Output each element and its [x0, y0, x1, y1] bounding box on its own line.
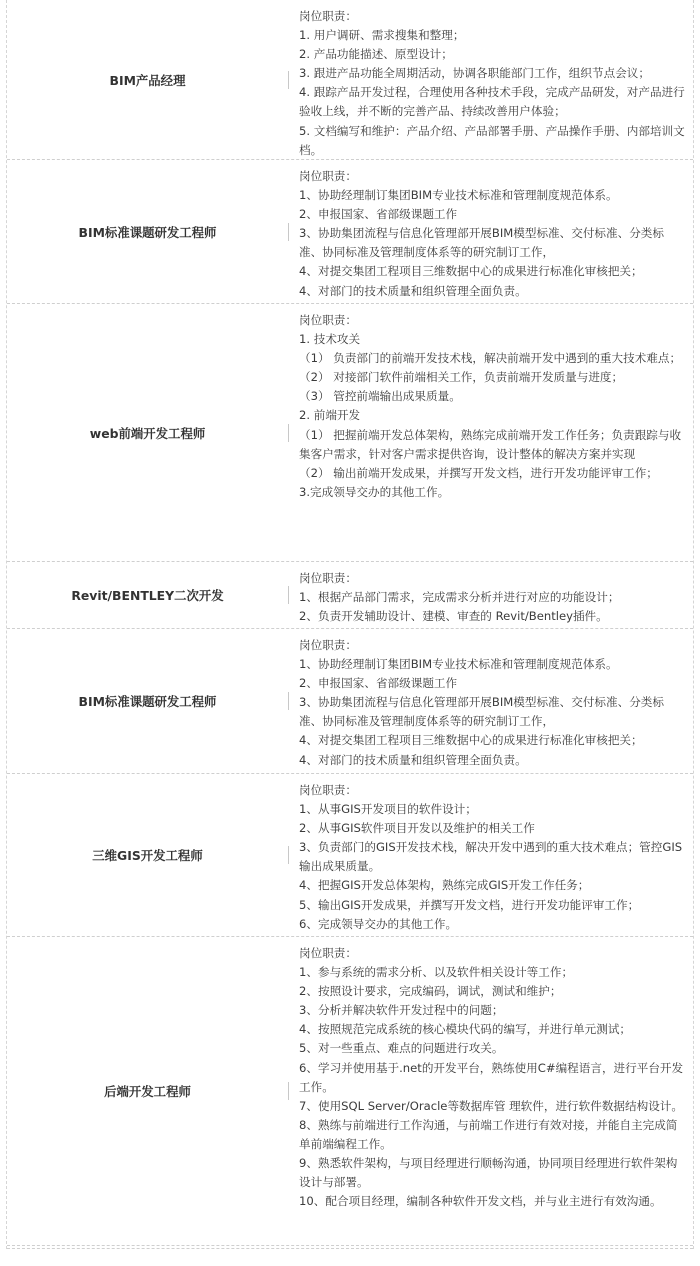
desc-line: 岗位职责： [299, 9, 357, 23]
desc-line: 3、协助集团流程与信息化管理部开展BIM模型标准、交付标准、分类标准、协同标准及管理制度体系等的研究制订工作， [299, 695, 664, 729]
job-title: Revit/BENTLEY二次开发 [71, 588, 224, 603]
desc-line: 3、负责部门的GIS开发技术栈，解决开发中遇到的重大技术难点；管控GIS输出成果质量。 [299, 840, 683, 874]
job-row-bim-product-manager [7, 0, 693, 160]
desc-line: 2、申报国家、省部级课题工作 [299, 207, 458, 222]
job-row-revit-bentley-dev [7, 562, 693, 629]
desc-line: （2） 输出前端开发成果，并撰写开发文档，进行开发功能评审工作； [299, 465, 658, 480]
desc-line: 4、对部门的技术质量和组织管理全面负责。 [299, 283, 527, 298]
desc-line: 2、按照设计要求，完成编码，调试，测试和维护； [299, 984, 562, 999]
desc-line: 岗位职责： [299, 571, 357, 585]
desc-line: 6、完成领导交办的其他工作。 [299, 916, 458, 931]
desc-line: 1、协助经理制订集团BIM专业技术标准和管理制度规范体系。 [299, 188, 618, 203]
desc-line: 6、学习并使用基于.net的开发平台，熟练使用C#编程语言，进行平台开发工作。 [299, 1060, 684, 1094]
job-description [290, 774, 693, 936]
desc-line: 3.完成领导交办的其他工作。 [299, 484, 450, 499]
job-description [290, 304, 693, 561]
job-table [6, 0, 694, 1249]
desc-line: 2、申报国家、省部级课题工作 [299, 676, 458, 691]
desc-line: （1） 负责部门的前端开发技术栈，解决前端开发中遇到的重大技术难点； [299, 351, 682, 366]
job-row-3d-gis-engineer [7, 774, 693, 937]
desc-line: 8、熟练与前端进行工作沟通，与前端工作进行有效对接，并能自主完成简单前端编程工作。 [299, 1117, 678, 1151]
desc-line: 4. 跟踪产品开发过程，合理使用各种技术手段，完成产品研发，对产品进行验收上线，并不断的完善产品、持续改善用户体验； [299, 85, 685, 119]
desc-line: 2. 产品功能描述、原型设计； [299, 47, 453, 62]
job-title: 三维GIS开发工程师 [92, 848, 203, 863]
job-description [290, 0, 693, 159]
desc-line: 5、对一些重点、难点的问题进行攻关。 [299, 1041, 504, 1056]
desc-line: 2、从事GIS软件项目开发以及维护的相关工作 [299, 821, 535, 836]
job-row-bim-standard-engineer-2 [7, 629, 693, 774]
job-title: BIM标准课题研发工程师 [78, 224, 217, 240]
desc-line: 岗位职责： [299, 313, 357, 327]
desc-line: 10、配合项目经理，编制各种软件开发文档，并与业主进行有效沟通。 [299, 1194, 662, 1209]
desc-line: 5、输出GIS开发成果，并撰写开发文档，进行开发功能评审工作； [299, 897, 640, 912]
desc-line: 2、负责开发辅助设计、建模、审查的 Revit/Bentley插件。 [299, 609, 608, 624]
job-title: BIM产品经理 [109, 72, 186, 88]
bottom-divider [7, 1246, 693, 1249]
desc-line: 4、把握GIS开发总体架构，熟练完成GIS开发工作任务； [299, 878, 590, 893]
job-description [290, 562, 693, 628]
desc-line: （3） 管控前端输出成果质量。 [299, 389, 461, 404]
job-row-bim-standard-engineer [7, 160, 693, 304]
desc-line: 4、按照规范完成系统的核心模块代码的编写，并进行单元测试； [299, 1022, 632, 1037]
desc-line: 4、对提交集团工程项目三维数据中心的成果进行标准化审核把关； [299, 733, 643, 748]
desc-line: （1） 把握前端开发总体架构，熟练完成前端开发工作任务；负责跟踪与收集客户需求，针对客户需求提供咨询，设计整体的解决方案并实现 [299, 427, 682, 461]
desc-line: 4、对部门的技术质量和组织管理全面负责。 [299, 752, 527, 767]
desc-line: 9、熟悉软件架构，与项目经理进行顺畅沟通，协同项目经理进行软件架构设计与部署。 [299, 1156, 678, 1190]
desc-line: 1. 用户调研、需求搜集和整理； [299, 28, 465, 43]
desc-line: 2. 前端开发 [299, 408, 361, 423]
job-title: web前端开发工程师 [89, 425, 206, 441]
desc-line: 1、从事GIS开发项目的软件设计； [299, 802, 477, 817]
job-description [290, 629, 693, 773]
desc-line: 7、使用SQL Server/Oracle等数据库管 理软件，进行软件数据结构设计。 [299, 1098, 683, 1113]
desc-line: 4、对提交集团工程项目三维数据中心的成果进行标准化审核把关； [299, 264, 643, 279]
desc-line: 岗位职责： [299, 169, 357, 183]
desc-line: 5. 文档编写和维护：产品介绍、产品部署手册、产品操作手册、内部培训文档。 [299, 123, 685, 157]
job-description [290, 160, 693, 303]
job-row-web-frontend-engineer [7, 304, 693, 562]
desc-line: 3、协助集团流程与信息化管理部开展BIM模型标准、交付标准、分类标准、协同标准及管理制度体系等的研究制订工作， [299, 226, 664, 260]
job-description [290, 937, 693, 1245]
desc-line: （2） 对接部门软件前端相关工作，负责前端开发质量与进度； [299, 370, 624, 385]
job-title: BIM标准课题研发工程师 [78, 694, 217, 709]
desc-line: 岗位职责： [299, 783, 357, 797]
job-row-backend-engineer [7, 937, 693, 1246]
desc-line: 1、根据产品部门需求，完成需求分析并进行对应的功能设计； [299, 590, 620, 605]
job-title: 后端开发工程师 [104, 1084, 191, 1099]
desc-line: 3. 跟进产品功能全周期活动，协调各职能部门工作，组织节点会议； [299, 66, 650, 81]
desc-line: 岗位职责： [299, 638, 357, 652]
desc-line: 1、参与系统的需求分析、以及软件相关设计等工作； [299, 965, 574, 980]
desc-line: 1、协助经理制订集团BIM专业技术标准和管理制度规范体系。 [299, 657, 618, 672]
desc-line: 岗位职责： [299, 946, 357, 960]
desc-line: 1. 技术攻关 [299, 332, 361, 347]
desc-line: 3、分析并解决软件开发过程中的问题； [299, 1003, 504, 1018]
